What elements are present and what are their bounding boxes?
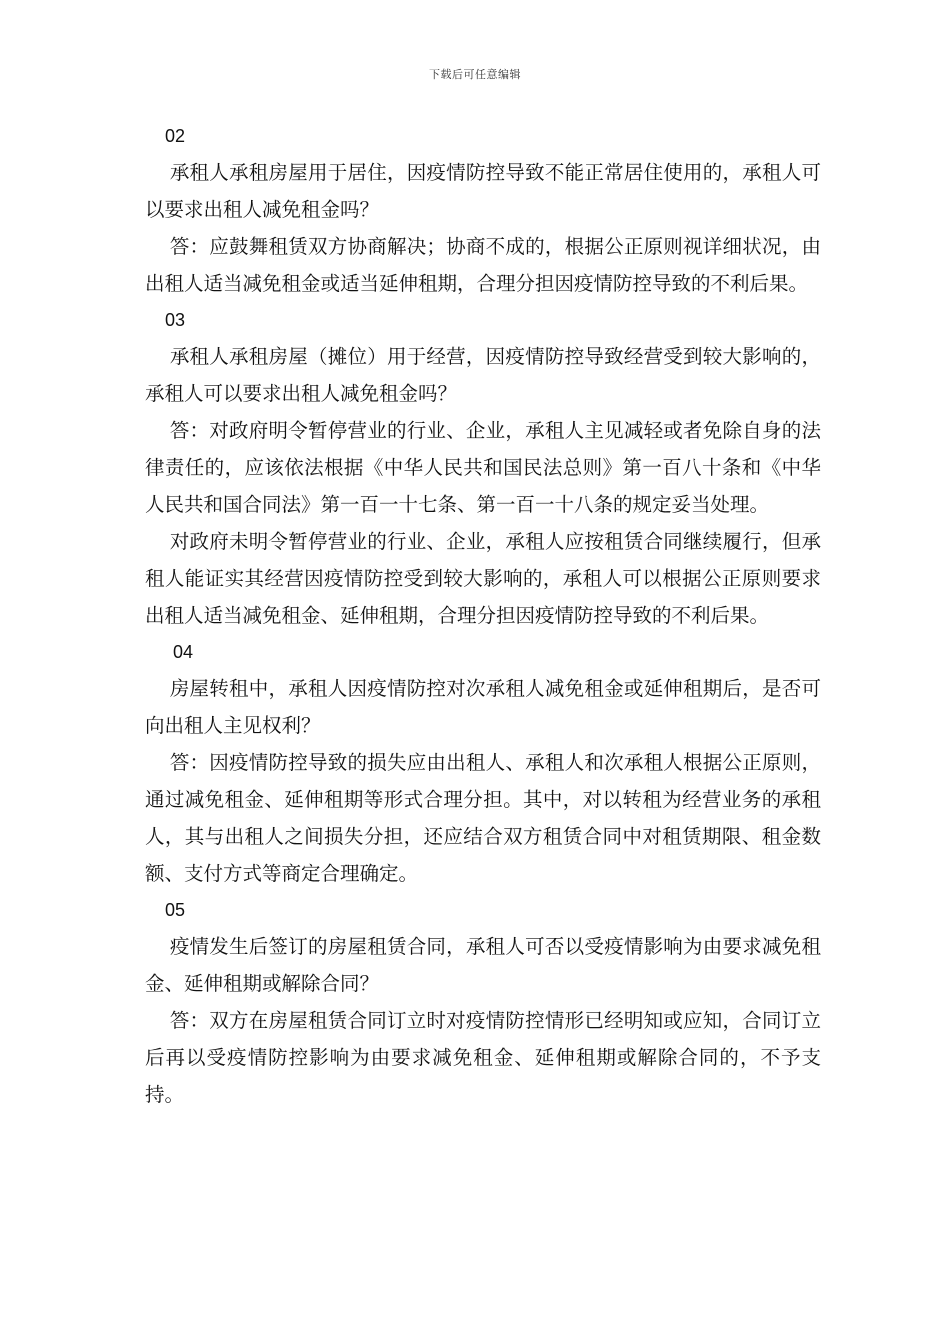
question-paragraph: 承租人承租房屋（摊位）用于经营，因疫情防控导致经营受到较大影响的，承租人可以要求出租人减免租金吗？ <box>145 345 821 405</box>
answer-paragraph: 对政府未明令暂停营业的行业、企业，承租人应按租赁合同继续履行，但承租人能证实其经营因疫情防控受到较大影响的，承租人可以根据公正原则要求出租人适当减免租金、延伸租期，合理分担因疫情防控导致的不利后果。 <box>145 530 821 627</box>
document-body <box>145 118 821 1113</box>
section-number: 03 <box>165 310 186 330</box>
answer-paragraph: 答：因疫情防控导致的损失应由出租人、承租人和次承租人根据公正原则，通过减免租金、延伸租期等形式合理分担。其中，对以转租为经营业务的承租人，其与出租人之间损失分担，还应结合双方租赁合同中对租赁期限、租金数额、支付方式等商定合理确定。 <box>145 751 821 885</box>
answer-paragraph: 答：对政府明令暂停营业的行业、企业，承租人主见减轻或者免除自身的法律责任的，应该依法根据《中华人民共和国民法总则》第一百八十条和《中华人民共和国合同法》第一百一十七条、第一百一十八条的规定妥当处理。 <box>145 419 821 516</box>
section-02 <box>145 118 821 302</box>
question-paragraph: 房屋转租中，承租人因疫情防控对次承租人减免租金或延伸租期后，是否可向出租人主见权利？ <box>145 677 821 737</box>
section-number: 05 <box>165 900 186 920</box>
page-header: 下载后可任意编辑 <box>429 68 521 81</box>
section-03 <box>145 302 821 634</box>
section-04 <box>145 634 821 892</box>
section-number: 04 <box>173 642 194 662</box>
question-paragraph: 承租人承租房屋用于居住，因疫情防控导致不能正常居住使用的，承租人可以要求出租人减免租金吗？ <box>145 161 821 221</box>
question-paragraph: 疫情发生后签订的房屋租赁合同，承租人可否以受疫情影响为由要求减免租金、延伸租期或解除合同？ <box>145 935 821 995</box>
answer-paragraph: 答：双方在房屋租赁合同订立时对疫情防控情形已经明知或应知，合同订立后再以受疫情防控影响为由要求减免租金、延伸租期或解除合同的，不予支持。 <box>145 1009 821 1106</box>
answer-paragraph: 答：应鼓舞租赁双方协商解决；协商不成的，根据公正原则视详细状况，由出租人适当减免租金或适当延伸租期，合理分担因疫情防控导致的不利后果。 <box>145 235 821 295</box>
section-number: 02 <box>165 126 186 146</box>
section-05 <box>145 892 821 1113</box>
